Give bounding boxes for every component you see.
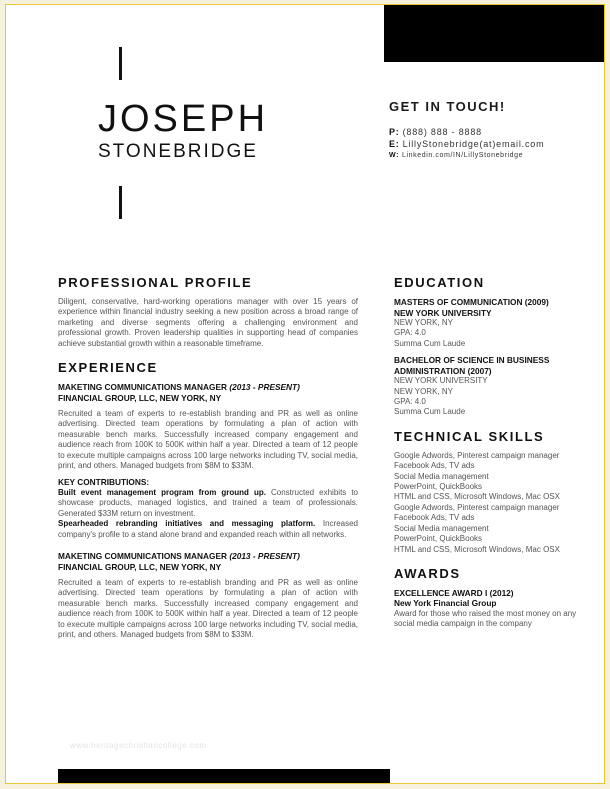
award-org: New York Financial Group	[394, 598, 497, 609]
skills-list	[394, 451, 594, 555]
job-company: FINANCIAL GROUP, LLC, NEW YORK, NY	[58, 392, 222, 403]
job-entry	[58, 551, 358, 640]
awards-heading: AWARDS	[394, 565, 461, 581]
vertical-accent-line-bottom	[119, 186, 122, 219]
experience-heading: EXPERIENCE	[58, 360, 158, 376]
degree: MASTERS OF COMMUNICATION (2009)	[394, 297, 549, 307]
contact-section	[389, 99, 594, 162]
job-description: Recruited a team of experts to re-establish branding and PR as well as online advertising. Directed team operations by formulating a plan of action with measurable bench marks. Successfully increased company engagement and audience reach from 100K to 500K within half a year. Directed a team of 12 people to execute multiple campaigns across 100 large networks including TV, social media, print, and others. Managed budgets from $8M to $33M.	[58, 409, 358, 471]
skill-item: Facebook Ads, TV ads	[394, 513, 475, 523]
gpa: GPA: 4.0	[394, 397, 426, 407]
skill-item: Facebook Ads, TV ads	[394, 461, 475, 471]
skills-heading: TECHNICAL SKILLS	[394, 428, 545, 444]
award-text: Award for those who raised the most money on any social media campaign in the company	[394, 608, 577, 629]
first-name: JOSEPH	[98, 98, 269, 140]
school-city: NEW YORK, NY	[394, 318, 453, 327]
profile-heading: PROFESSIONAL PROFILE	[58, 275, 253, 290]
education-heading: EDUCATION	[394, 275, 485, 290]
job-dates: (2013 - PRESENT)	[229, 551, 300, 561]
job-description: Recruited a team of experts to re-establish branding and PR as well as online advertising. Directed team operations by formulating a plan of action with measurable bench marks. Successfully increased company engagement and audience reach from 100K to 500K within half a year. Directed a team of 12 people to execute multiple campaigns across 100 large networks including TV, social media, print, and others. Managed budgets from $8M to $33M.	[58, 578, 358, 640]
skill-item: HTML and CSS, Microsoft Windows, Mac OSX	[394, 492, 560, 502]
email-label: E:	[389, 139, 400, 149]
contribution-bold: Spearheaded rebranding initiatives and messaging platform.	[58, 519, 316, 529]
school: NEW YORK UNIVERSITY	[394, 376, 488, 386]
web-value[interactable]: Linkedin.com/IN/LillyStonebridge	[402, 152, 524, 159]
job-title-text: MAKETING COMMUNICATIONS MANAGER	[58, 382, 228, 393]
phone-value: (888) 888 - 8888	[402, 127, 482, 137]
skill-item: Google Adwords, Pinterest campaign manager	[394, 502, 560, 512]
school: NEW YORK UNIVERSITY	[394, 307, 492, 318]
honor: Summa Cum Laude	[394, 338, 466, 348]
skill-item: Social Media management	[394, 523, 489, 533]
key-contributions-heading: KEY CONTRIBUTIONS:	[58, 477, 150, 488]
gpa: GPA: 4.0	[394, 328, 426, 338]
skill-item: Social Media management	[394, 471, 489, 481]
bottom-black-bar	[58, 769, 390, 783]
honor: Summa Cum Laude	[394, 407, 466, 417]
skill-item: PowerPoint, QuickBooks	[394, 534, 483, 544]
job-dates: (2013 - PRESENT)	[229, 382, 300, 393]
contribution-text: Increased company's profile to a stand alone brand and expanded reach within all networks.	[58, 519, 358, 539]
resume-page	[5, 4, 605, 784]
last-name: STONEBRIDGE	[98, 141, 258, 162]
vertical-accent-line-top	[119, 47, 122, 80]
watermark: www.heritagechristiancollege.com	[70, 741, 207, 750]
education-entry	[394, 297, 594, 349]
profile-text: Diligent, conservative, hard-working operations manager with over 15 years of experience within financial industry seeking a new position across a broad range of marketing and diverse segments offering a challenging environment and professional growth. Proven leadership qualities in supporting head of companies achieve substantial growth within a reasonable timeframe.	[58, 297, 358, 348]
job-title	[58, 551, 358, 562]
job-title-text: MAKETING COMMUNICATIONS MANAGER	[58, 551, 228, 561]
education-entry	[394, 355, 594, 418]
contact-email	[389, 138, 594, 150]
contribution-bold: Built event management program from ground up.	[58, 487, 266, 497]
contribution-item	[58, 488, 358, 519]
left-column	[58, 275, 358, 640]
skill-item: Google Adwords, Pinterest campaign manager	[394, 450, 560, 460]
web-label: W:	[389, 152, 400, 159]
contact-web	[389, 150, 594, 162]
right-column	[394, 275, 594, 630]
award-title: EXCELLENCE AWARD I (2012)	[394, 587, 514, 598]
contact-phone	[389, 126, 594, 138]
contribution-text: Constructed exhibits to showcase products, managed logistics, and trained a team of professionals. Generated $33M return on investment.	[58, 487, 358, 518]
school-city: NEW YORK, NY	[394, 386, 453, 396]
contact-title: GET IN TOUCH!	[389, 99, 506, 114]
top-black-bar	[384, 5, 604, 62]
degree: BACHELOR OF SCIENCE IN BUSINESS ADMINISTRATION (2007)	[394, 355, 550, 376]
job-entry	[58, 382, 358, 540]
email-value[interactable]: LillyStonebridge(at)email.com	[402, 139, 545, 149]
skill-item: PowerPoint, QuickBooks	[394, 482, 483, 492]
award-entry	[394, 588, 594, 630]
job-title	[58, 382, 358, 393]
skill-item: HTML and CSS, Microsoft Windows, Mac OSX	[394, 544, 560, 554]
contribution-item	[58, 519, 358, 540]
job-company: FINANCIAL GROUP, LLC, NEW YORK, NY	[58, 561, 222, 572]
phone-label: P:	[389, 127, 400, 137]
